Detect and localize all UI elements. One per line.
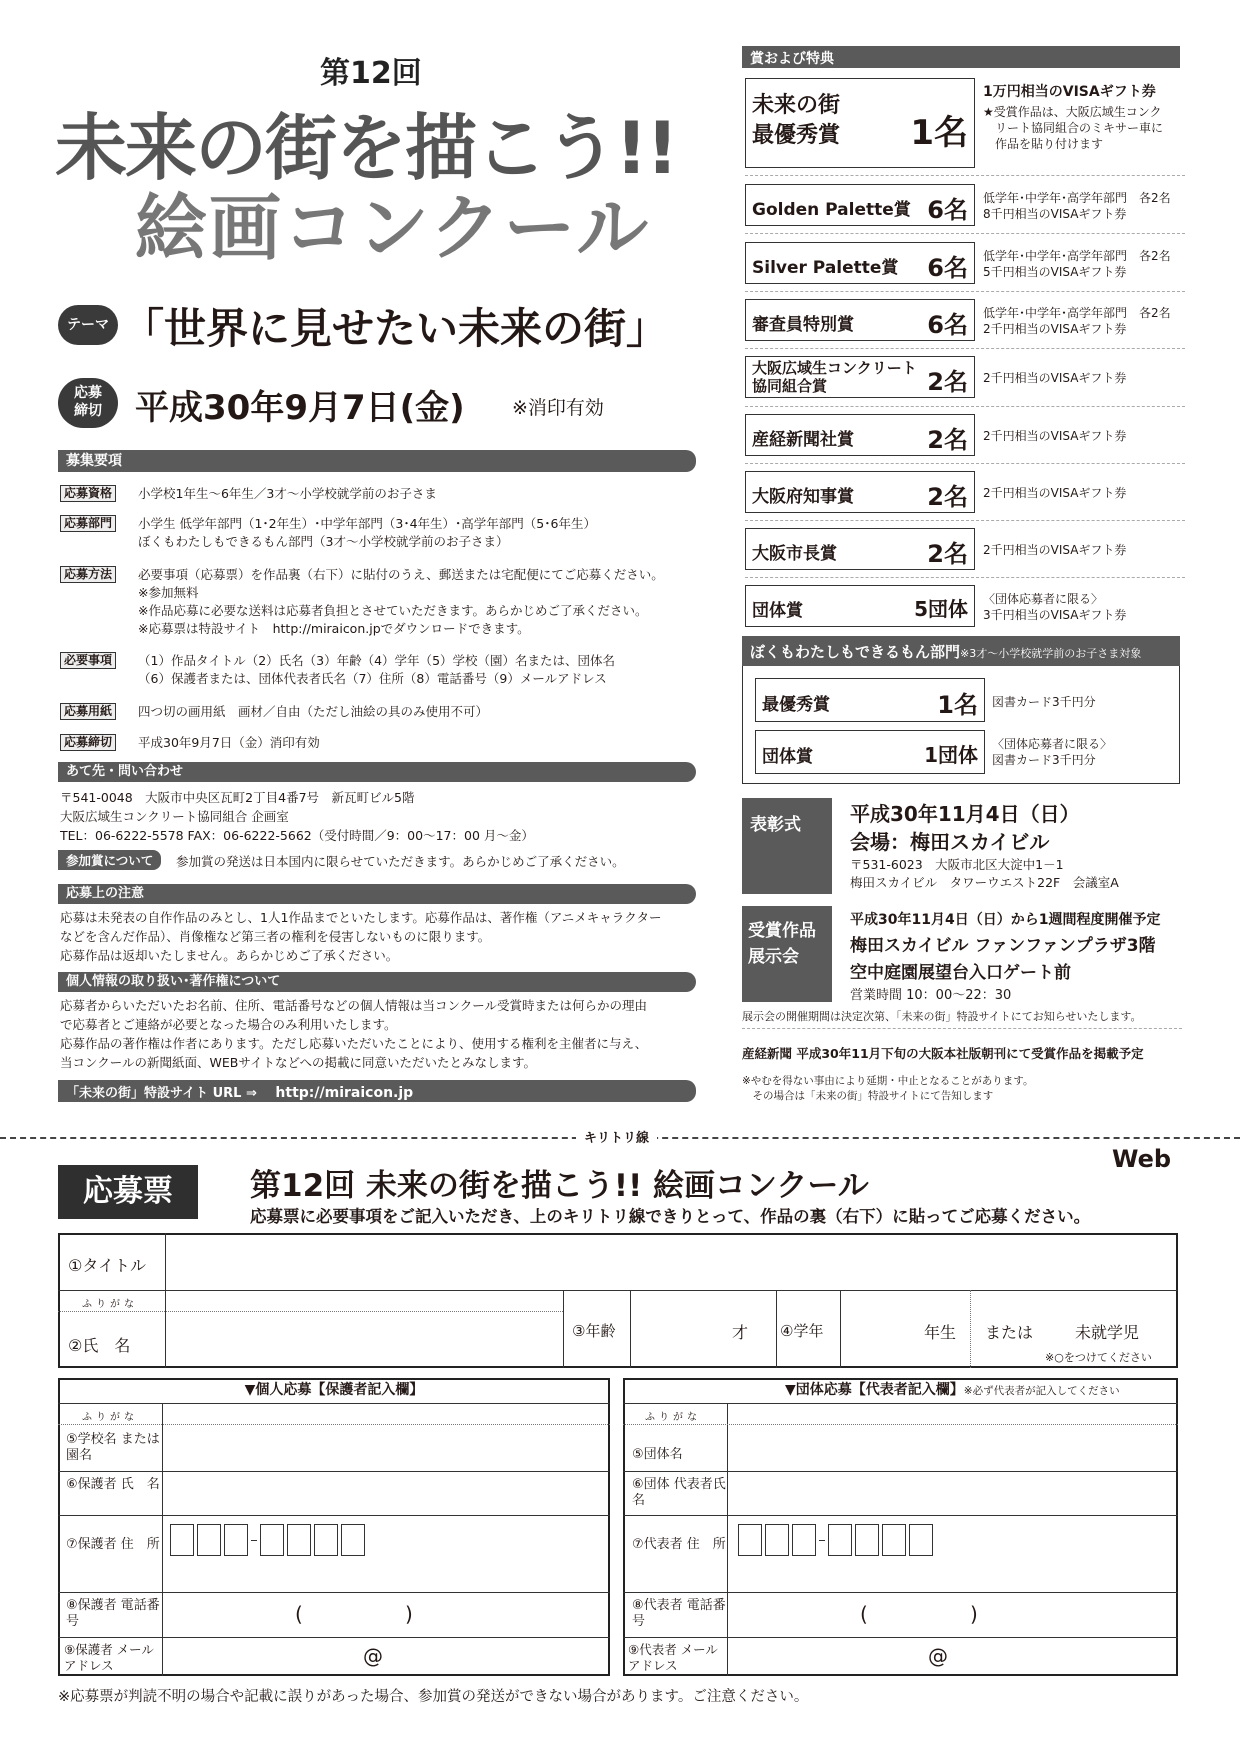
ind-phone-input[interactable]: ( ) bbox=[295, 1602, 413, 1626]
form-web-label: Web bbox=[1112, 1145, 1172, 1173]
req-paper: 応募用紙 四つ切の画用紙 画材／自由（ただし油絵の具のみ使用不可） bbox=[60, 703, 700, 723]
cut-line-label: キリトリ線 bbox=[576, 1127, 657, 1146]
grp-email-input[interactable]: @ bbox=[928, 1644, 948, 1668]
furigana-label: ふりがな bbox=[82, 1299, 138, 1310]
privacy-text: 応募者からいただいたお名前、住所、電話番号などの個人情報は当コンクール受賞時または何らかの理由 で応募者とご連絡が必要となった場合のみ利用いたします。 応募作品の著作権は作者にあります。ただし応募いただいたことにより、使用する権利を主催者に与え、 当コンクールの新聞紙面、WEBサイトなどへの掲載に同意いただいたとみなします。 bbox=[60, 998, 648, 1070]
ind-postal-code[interactable] bbox=[170, 1524, 368, 1556]
grp-email-label: ⑨代表者 メールアドレス bbox=[628, 1642, 718, 1673]
age-unit: 才 bbox=[732, 1323, 749, 1342]
req-method: 応募方法 必要事項（応募票）を作品裏（右下）に貼付のうえ、郵送または宅配便にてご応募ください。 ※参加無料 ※作品応募に必要な送料は応募者負担とさせていただきます。あらかじめご了承ください。 ※応募票は特設サイト http://miraicon.jpでダウンロードできます。 bbox=[60, 566, 700, 641]
grade-unit: 年生 bbox=[924, 1323, 957, 1342]
req-required-items: 必要事項 （1）作品タイトル（2）氏名（3）年齢（4）学年（5）学校（園）名または、団体名 （6）保護者または、団体代表者氏名（7）住所（8）電話番号（9）メールアドレス bbox=[60, 652, 700, 692]
ind-email-label: ⑨保護者 メールアドレス bbox=[64, 1642, 154, 1673]
grp-postal-code[interactable] bbox=[738, 1524, 936, 1556]
circle-note: ※○をつけてください bbox=[1045, 1351, 1152, 1364]
ceremony-label: 表彰式 bbox=[742, 798, 832, 894]
contact-title: あて先・問い合わせ bbox=[58, 762, 696, 782]
form-instructions: 応募票に必要事項をご記入いただき、上のキリトリ線できりとって、作品の裏（右下）に貼ってご応募ください。 bbox=[250, 1207, 1091, 1226]
grp-phone-label: ⑧代表者 電話番号 bbox=[632, 1598, 726, 1629]
ind-school-input[interactable] bbox=[165, 1406, 607, 1469]
req-label: 応募資格 bbox=[60, 485, 116, 502]
theme-badge: テーマ bbox=[58, 305, 118, 345]
title-input[interactable] bbox=[168, 1236, 1174, 1288]
ind-email-input[interactable]: @ bbox=[363, 1644, 383, 1668]
name-field-label: ②氏 名 bbox=[68, 1336, 131, 1355]
form-badge: 応募票 bbox=[58, 1165, 198, 1219]
edition-badge: 第12回 bbox=[320, 56, 422, 91]
req-label: 応募部門 bbox=[60, 515, 116, 532]
grp-name-label: ⑤団体名 bbox=[632, 1447, 683, 1462]
req-label: 応募締切 bbox=[60, 734, 116, 751]
site-url-bar[interactable] bbox=[58, 1080, 696, 1102]
kids-prize-group: 団体賞 1団体 bbox=[755, 730, 985, 774]
notes-text: 応募は未発表の自作作品のみとし、1人1作品までといたします。応募作品は、著作権（アニメキャラクター などを含んだ作品）、肖像権など第三者の権利を侵害しないものに限ります。 応募作品は返却いたしません。あらかじめご了承ください。 bbox=[60, 910, 662, 963]
title-line-1: 未来の街を描こう!! bbox=[55, 106, 677, 190]
grp-phone-input[interactable]: ( ) bbox=[860, 1602, 978, 1626]
grade-input[interactable] bbox=[842, 1293, 922, 1366]
exhibition-label: 受賞作品 展示会 bbox=[742, 906, 832, 1002]
name-input[interactable] bbox=[168, 1293, 561, 1366]
prize-silver: Silver Palette賞 6名 bbox=[745, 242, 975, 284]
prize-silver-desc: 低学年･中学年･高学年部門 各2名 5千円相当のVISAギフト券 bbox=[983, 249, 1171, 279]
prize-grand-desc: 1万円相当のVISAギフト券 ★受賞作品は、大阪広域生コンク リート協同組合のミキサー車に 作品を貼り付けます bbox=[983, 84, 1164, 151]
req-label: 応募方法 bbox=[60, 566, 116, 583]
prize-mayor-desc: 2千円相当のVISAギフト券 bbox=[983, 543, 1127, 557]
grp-address-label: ⑦代表者 住 所 bbox=[632, 1537, 726, 1552]
grp-rep-name-input[interactable] bbox=[730, 1473, 1175, 1513]
participation-text: 参加賞の発送は日本国内に限らせていただきます。あらかじめご了承ください。 bbox=[176, 854, 625, 869]
postpone-note: ※やむを得ない事由により延期・中止となることがあります。 その場合は「未来の街」特設サイトにて告知します bbox=[742, 1075, 1034, 1102]
prize-governor: 大阪府知事賞 2名 bbox=[745, 471, 975, 513]
grp-name-input[interactable] bbox=[730, 1406, 1175, 1469]
kids-prize-group-desc: 〈団体応募者に限る〉 図書カード3千円分 bbox=[992, 737, 1113, 767]
exhibition-note: 展示会の開催期間は決定次第、「未来の街」特設サイトにてお知らせいたします。 bbox=[742, 1010, 1142, 1023]
prize-association-desc: 2千円相当のVISAギフト券 bbox=[983, 371, 1127, 385]
req-eligibility: 応募資格 小学校1年生～6年生／3才～小学校就学前のお子さま bbox=[60, 485, 700, 505]
exhibition-info: 平成30年11月4日（日）から1週間程度開催予定 梅田スカイビル ファンファンプラザ3階 空中庭園展望台入口ゲート前 営業時間 10：00～22：30 bbox=[850, 912, 1161, 1003]
kids-prize-grand-desc: 図書カード3千円分 bbox=[992, 695, 1096, 709]
notes-title: 応募上の注意 bbox=[58, 884, 696, 904]
age-field-label: ③年齢 bbox=[572, 1322, 616, 1340]
contact-info: 〒541-0048 大阪市中央区瓦町2丁目4番7号 新瓦町ビル5階 大阪広域生コンクリート協同組合 企画室 TEL：06-6222-5578 FAX：06-6222-5662（受付時間／9：00～17：00 月～金） bbox=[60, 790, 534, 843]
prize-sankei-desc: 2千円相当のVISAギフト券 bbox=[983, 429, 1127, 443]
ind-phone-label: ⑧保護者 電話番号 bbox=[66, 1598, 160, 1629]
form-footer-note: ※応募票が判読不明の場合や記載に誤りがあった場合、参加賞の発送ができない場合があります。ご注意ください。 bbox=[58, 1689, 809, 1705]
req-divisions: 応募部門 小学生 低学年部門（1･2年生）･中学年部門（3･4年生）･高学年部門（5･6年生） ぼくもわたしもできるもん部門（3才～小学校就学前のお子さま） bbox=[60, 515, 700, 555]
privacy-title: 個人情報の取り扱い･著作権について bbox=[58, 972, 696, 992]
prize-golden: Golden Palette賞 6名 bbox=[745, 184, 975, 226]
prize-golden-desc: 低学年･中学年･高学年部門 各2名 8千円相当のVISAギフト券 bbox=[983, 191, 1171, 221]
form-title: 第12回 未来の街を描こう!! 絵画コンクール bbox=[250, 1168, 869, 1204]
ind-guardian-name-label: ⑥保護者 氏 名 bbox=[66, 1477, 160, 1492]
deadline-badge: 応募 締切 bbox=[58, 378, 118, 428]
title-field-label: ①タイトル bbox=[68, 1256, 147, 1275]
prize-association: 大阪広域生コンクリート協同組合賞 2名 bbox=[745, 356, 975, 398]
or-label: または bbox=[985, 1323, 1034, 1342]
req-label: 必要事項 bbox=[60, 652, 116, 669]
prize-group-desc: 〈団体応募者に限る〉 3千円相当のVISAギフト券 bbox=[983, 592, 1127, 622]
prize-mayor: 大阪市長賞 2名 bbox=[745, 528, 975, 570]
grp-rep-name-label: ⑥団体 代表者氏名 bbox=[632, 1477, 726, 1508]
grp-furigana-label: ふりがな bbox=[645, 1412, 701, 1423]
theme-text: 「世界に見せたい未来の街」 bbox=[122, 304, 669, 353]
requirements-title: 募集要項 bbox=[58, 450, 696, 472]
kids-division-title: ぼくもわたしもできるもん部門※3才～小学校就学前のお子さま対象 bbox=[742, 636, 1180, 666]
title-line-2: 絵画コンクール bbox=[135, 186, 651, 270]
individual-header: ▼個人応募【保護者記入欄】 bbox=[58, 1378, 610, 1404]
prize-group: 団体賞 5団体 bbox=[745, 585, 975, 627]
prize-governor-desc: 2千円相当のVISAギフト券 bbox=[983, 486, 1127, 500]
newspaper-note: 産経新聞 平成30年11月下旬の大阪本社版朝刊にて受賞作品を掲載予定 bbox=[742, 1046, 1144, 1061]
group-header: ▼団体応募【代表者記入欄】※必ず代表者が記入してください bbox=[623, 1378, 1178, 1404]
site-url-label: 「未来の街」特設サイト URL ⇒ bbox=[66, 1086, 257, 1101]
kids-prize-grand: 最優秀賞 1名 bbox=[755, 678, 985, 722]
participation-label: 参加賞について bbox=[58, 850, 161, 870]
preschool-option[interactable]: 未就学児 bbox=[1075, 1323, 1140, 1342]
req-label: 応募用紙 bbox=[60, 703, 116, 720]
prize-grand: 未来の街 最優秀賞 1名 bbox=[745, 78, 975, 168]
site-url-link[interactable]: http://miraicon.jp bbox=[275, 1085, 414, 1101]
ind-furigana-label: ふりがな bbox=[82, 1412, 138, 1423]
prizes-title: 賞および特典 bbox=[742, 46, 1180, 68]
ind-address-label: ⑦保護者 住 所 bbox=[66, 1537, 160, 1552]
ind-school-label: ⑤学校名 または園名 bbox=[66, 1432, 160, 1463]
prize-judges: 審査員特別賞 6名 bbox=[745, 299, 975, 341]
ceremony-info: 平成30年11月4日（日） 会場：梅田スカイビル 〒531-6023 大阪市北区大淀中1－1 梅田スカイビル タワーウエスト22F 会議室A bbox=[850, 802, 1119, 890]
deadline-note: ※消印有効 bbox=[512, 397, 604, 419]
ind-guardian-name-input[interactable] bbox=[165, 1473, 607, 1513]
req-deadline: 応募締切 平成30年9月7日（金）消印有効 bbox=[60, 734, 700, 754]
grade-field-label: ④学年 bbox=[780, 1322, 824, 1340]
prize-sankei: 産経新聞社賞 2名 bbox=[745, 414, 975, 456]
deadline-date: 平成30年9月7日(金) bbox=[135, 388, 465, 428]
prize-judges-desc: 低学年･中学年･高学年部門 各2名 2千円相当のVISAギフト券 bbox=[983, 306, 1171, 336]
